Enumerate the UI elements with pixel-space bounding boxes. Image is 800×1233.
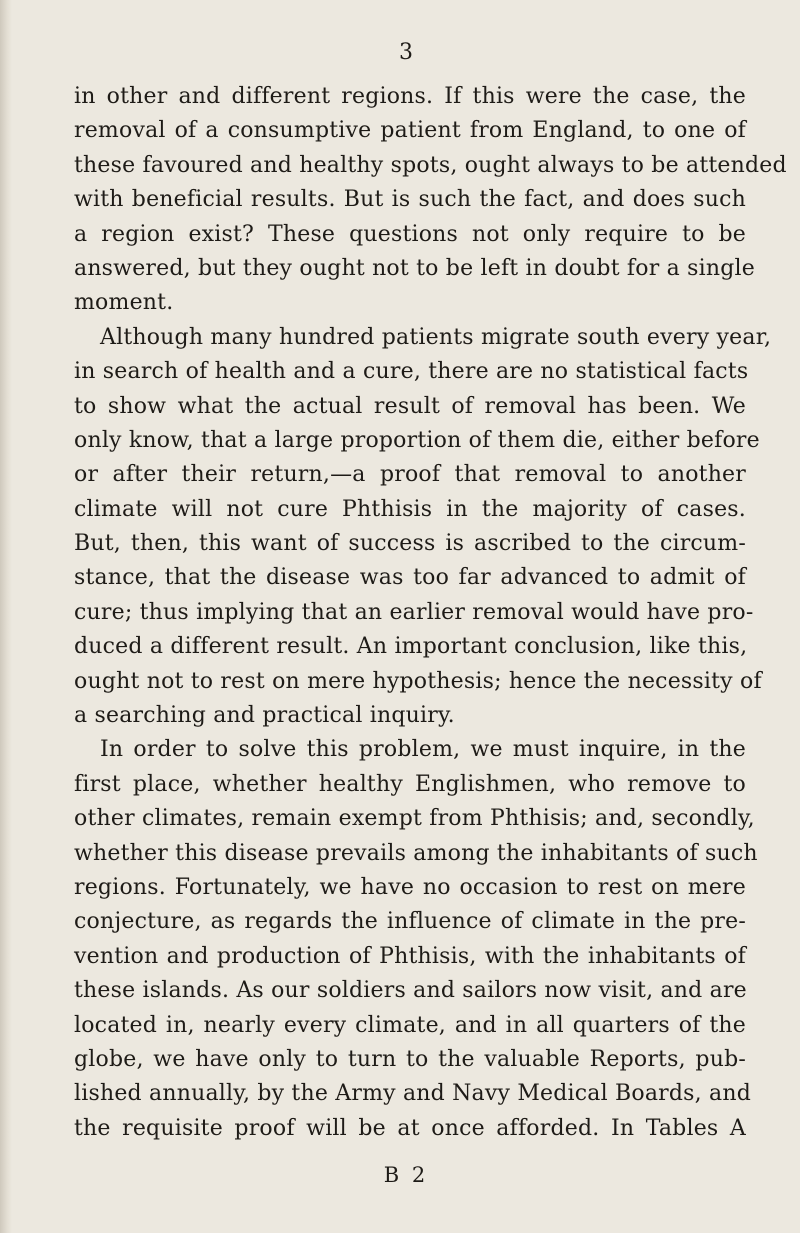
text-line: cure; thus implying that an earlier removal would have pro- — [74, 599, 754, 625]
text-line: conjecture, as regards the influence of climate in the pre- — [74, 909, 746, 935]
text-line: or after their return,—a proof that removal to another — [74, 462, 746, 488]
text-line: located in, nearly every climate, and in all quarters of the — [74, 1012, 746, 1038]
text-line: only know, that a large proportion of them die, either before — [74, 427, 760, 453]
text-line: with beneficial results. But is such the fact, and does such — [74, 187, 746, 213]
text-line: a region exist? These questions not only require to be — [74, 221, 746, 247]
body-text — [74, 80, 787, 1146]
text-line: vention and production of Phthisis, with the inhabitants of — [74, 943, 746, 969]
text-line: in other and different regions. If this were the case, the — [74, 84, 746, 109]
text-line: lished annually, by the Army and Navy Medical Boards, and — [74, 1081, 752, 1107]
text-line: stance, that the disease was too far advanced to admit of — [74, 565, 746, 591]
text-line: Although many hundred patients migrate south every year, — [100, 324, 772, 350]
text-line: these favoured and healthy spots, ought always to be attended — [74, 152, 787, 178]
text-line: to show what the actual result of removal has been. We — [74, 393, 746, 419]
text-line: ought not to rest on mere hypothesis; hence the necessity of — [74, 668, 762, 694]
text-line: these islands. As our soldiers and sailors now visit, and are — [74, 978, 747, 1004]
text-line: whether this disease prevails among the inhabitants of such — [74, 840, 758, 866]
signature-mark: B 2 — [383, 1163, 429, 1187]
text-line: regions. Fortunately, we have no occasion to rest on mere — [74, 874, 746, 900]
text-line: the requisite proof will be at once afforded. In Tables A — [74, 1115, 746, 1141]
binding-edge — [0, 0, 12, 1233]
text-line: But, then, this want of success is ascribed to the circum- — [74, 531, 746, 557]
text-line: In order to solve this problem, we must inquire, in the — [100, 737, 746, 763]
text-line: answered, but they ought not to be left in doubt for a single — [74, 255, 755, 281]
text-line: globe, we have only to turn to the valuable Reports, pub- — [74, 1046, 746, 1072]
text-line: removal of a consumptive patient from England, to one of — [74, 118, 746, 144]
text-line: in search of health and a cure, there are no statistical facts — [74, 359, 749, 385]
page-number: 3 — [399, 40, 413, 65]
text-line: a searching and practical inquiry. — [74, 703, 455, 729]
text-line: climate will not cure Phthisis in the majority of cases. — [74, 496, 746, 522]
text-line: first place, whether healthy Englishmen, who remove to — [74, 771, 746, 797]
text-line: other climates, remain exempt from Phthisis; and, secondly, — [74, 806, 755, 832]
text-line: moment. — [74, 290, 174, 316]
text-line: duced a different result. An important conclusion, like this, — [74, 634, 748, 660]
